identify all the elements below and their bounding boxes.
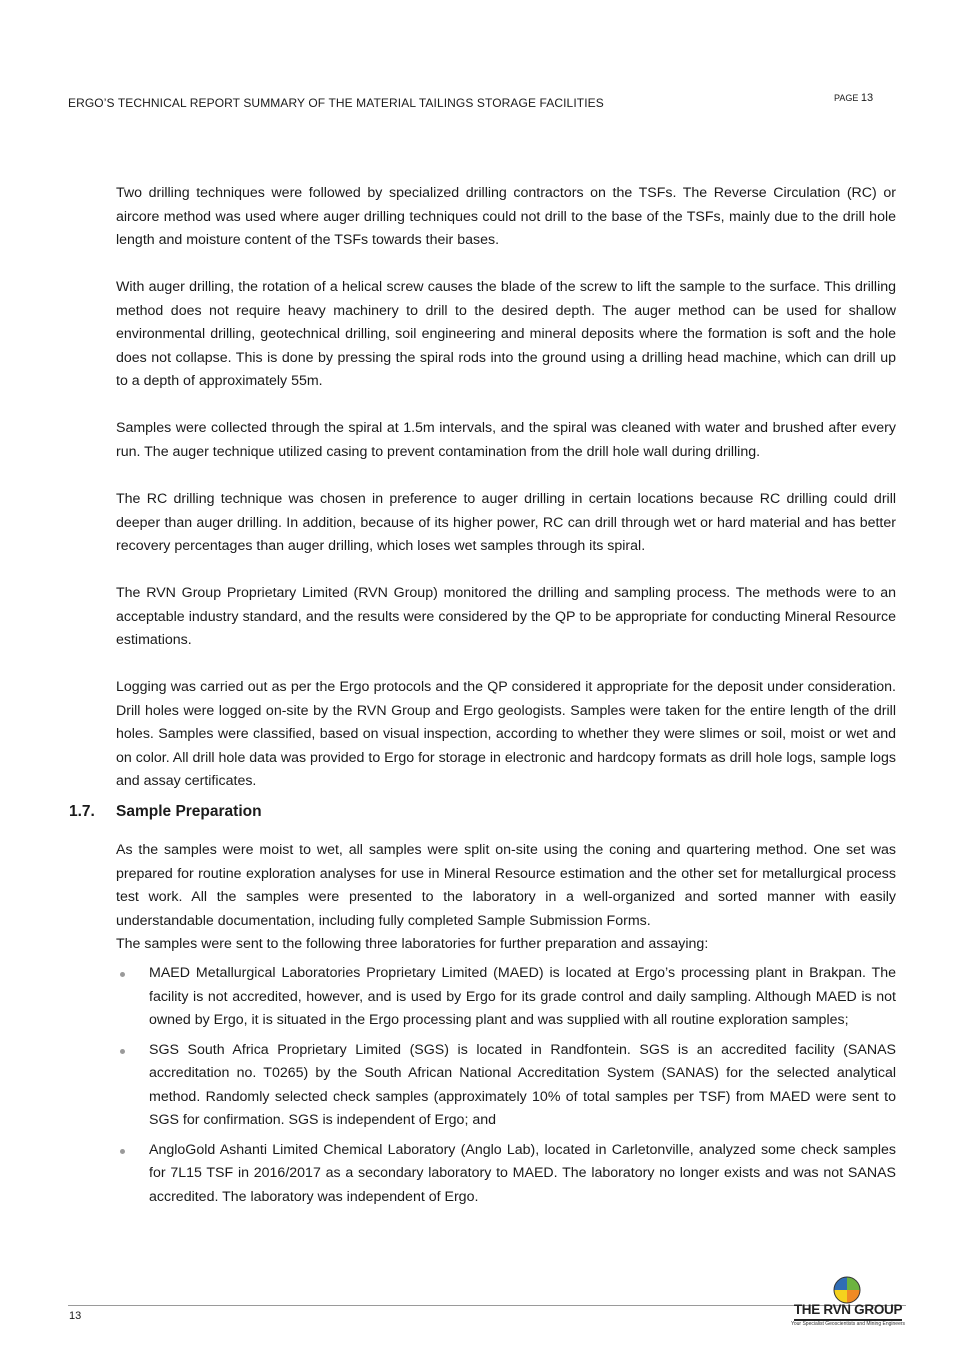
section-number: 1.7.: [69, 803, 95, 820]
list-item-text: SGS South Africa Proprietary Limited (SGS) is located in Randfontein. SGS is an accredited facility (SANAS accreditation no. T0265) by the South African National Accreditation System (SANAS) for the selected analytical method. Randomly selected check samples (approximately 10% of total samples per TSF) from MAED were sent to SGS for confirmation. SGS is independent of Ergo; and: [149, 1041, 896, 1128]
paragraph-auger-drilling: With auger drilling, the rotation of a helical screw causes the blade of the screw to lift the sample to the surface. This drilling method does not require heavy machinery to drill to the desired depth. The auger method can be used for shallow environmental drilling, geotechnical drilling, soil engineering and mineral deposits where the formation is soft and the hole does not collapse. This is done by pressing the spiral rods into the ground using a drilling head machine, which can drill up to a depth of approximately 55m.: [116, 279, 896, 389]
paragraph-sample-preparation-intro: As the samples were moist to wet, all samples were split on-site using the coning and quartering method. One set was prepared for routine exploration analyses for use in Mineral Resource estimation and the other set for metallurgical process test work. All the samples were presented to the laboratory in a well-organized and sorted manner with easily understandable documentation, including fully completed Sample Submission Forms.: [116, 842, 896, 929]
paragraph-sample-collection: Samples were collected through the spiral at 1.5m intervals, and the spiral was cleaned with water and brushed after every run. The auger technique utilized casing to prevent contamination from the drill hole wall during drilling.: [116, 420, 896, 460]
header-page-number: [834, 92, 873, 104]
bullet-icon: [120, 1149, 125, 1154]
list-item: [116, 1039, 896, 1133]
paragraph-rc-drilling: The RC drilling technique was chosen in preference to auger drilling in certain locations because RC drilling could drill deeper than auger drilling. In addition, because of its higher power, RC can drill through wet or hard material and has better recovery percentages than auger drilling, which loses wet samples through its spiral.: [116, 491, 896, 554]
bullet-icon: [120, 972, 125, 977]
section-title: Sample Preparation: [116, 803, 262, 820]
list-item: [116, 1139, 896, 1210]
report-header-title: ERGO’S TECHNICAL REPORT SUMMARY OF THE MATERIAL TAILINGS STORAGE FACILITIES: [68, 96, 604, 110]
logo-tagline: Your Specialist Geoscientists and Mining Engineers: [790, 1321, 906, 1327]
list-item-text: MAED Metallurgical Laboratories Proprietary Limited (MAED) is located at Ergo’s processing plant in Brakpan. The facility is not accredited, however, and is used by Ergo for its grade control and daily sampling. Although MAED is not owned by Ergo, it is situated in the Ergo processing plant and was supplied with all routine exploration samples;: [149, 965, 896, 1028]
logo-circle-icon: [833, 1276, 861, 1304]
page-number-value: 13: [860, 92, 874, 104]
paragraph-logging: Logging was carried out as per the Ergo protocols and the QP considered it appropriate for the deposit under consideration. Drill holes were logged on-site by the RVN Group and Ergo geologists. Samples were taken for the entire length of the drill holes. Samples were classified, based on visual inspection, according to whether they were slimes or soil, moist or wet and on color. All drill hole data was provided to Ergo for storage in electronic and hardcopy formats as drill hole logs, sample logs and assay certificates.: [116, 679, 896, 789]
section-heading: [69, 803, 262, 821]
logo-company-name: THE RVN GROUP: [793, 1302, 903, 1317]
footer-page-number: 13: [69, 1310, 82, 1322]
paragraph-labs-intro: The samples were sent to the following three laboratories for further preparation and assaying:: [116, 936, 709, 952]
paragraph-drilling-techniques: Two drilling techniques were followed by specialized drilling contractors on the TSFs. The Reverse Circulation (RC) or aircore method was used where auger drilling techniques could not drill to the base of the TSFs, mainly due to the drill hole length and moisture content of the TSFs towards their bases.: [116, 185, 896, 248]
laboratory-list: [116, 962, 896, 1215]
bullet-icon: [120, 1049, 125, 1054]
paragraph-rvn-monitoring: The RVN Group Proprietary Limited (RVN Group) monitored the drilling and sampling process. The methods were to an acceptable industry standard, and the results were considered by the QP to be appropriate for conducting Mineral Resource estimations.: [116, 585, 896, 648]
rvn-group-logo: [788, 1276, 908, 1328]
list-item-text: AngloGold Ashanti Limited Chemical Laboratory (Anglo Lab), located in Carletonville, analyzed some check samples for 7L15 TSF in 2016/2017 as a secondary laboratory to MAED. The laboratory no longer exists and was not SANAS accredited. The laboratory was independent of Ergo.: [149, 1141, 896, 1205]
page-label-text: PAGE: [834, 93, 859, 103]
footer-divider: [68, 1305, 906, 1306]
list-item: [116, 962, 896, 1033]
